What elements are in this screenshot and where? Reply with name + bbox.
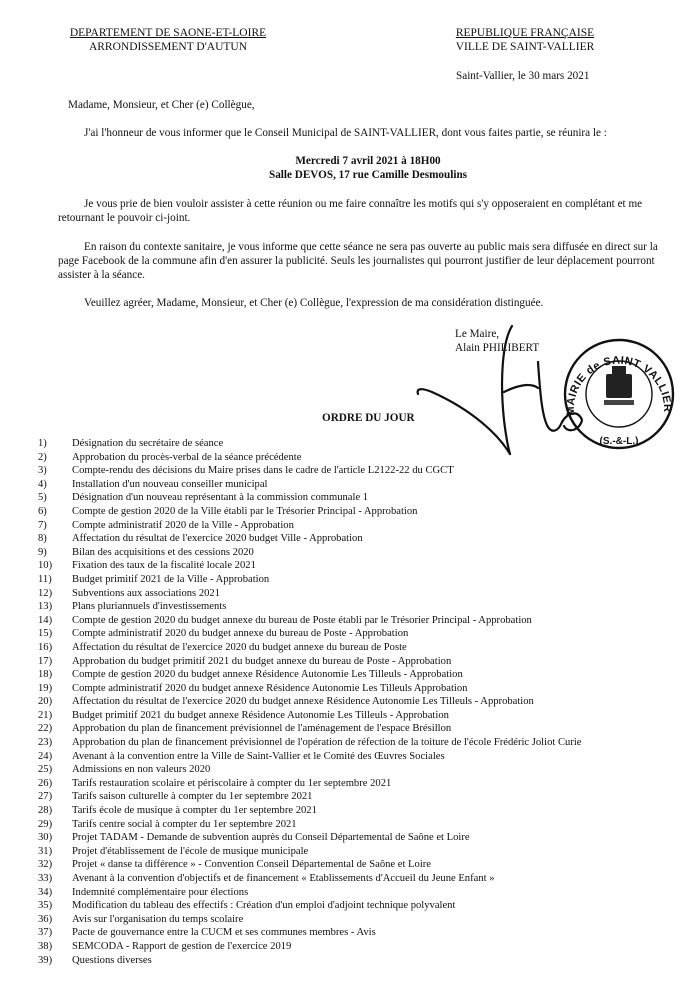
agenda-item-number: 35) <box>38 900 53 912</box>
attendance-paragraph: Je vous prie de bien vouloir assister à cette réunion ou me faire connaître les motifs qui s'y opposeraient en complétant et me retournant le pouvoir ci-joint. <box>58 198 643 224</box>
agenda-item-number: 26) <box>38 777 53 789</box>
agenda-item-number: 6) <box>38 505 47 517</box>
agenda-item <box>38 546 678 560</box>
agenda-item-number: 36) <box>38 913 53 925</box>
intro-paragraph: J'ai l'honneur de vous informer que le Conseil Municipal de SAINT-VALLIER, dont vous faites partie, se réunira le : <box>84 127 607 139</box>
department-heading: DEPARTEMENT DE SAONE-ET-LOIRE <box>69 27 267 39</box>
agenda-item-number: 13) <box>38 601 53 613</box>
agenda-item-text: Tarifs école de musique à compter du 1er septembre 2021 <box>72 805 317 817</box>
agenda-item-text: Désignation du secrétaire de séance <box>72 438 224 449</box>
agenda-item <box>38 940 678 954</box>
agenda-item-text: Installation d'un nouveau conseiller municipal <box>72 478 268 490</box>
agenda-item <box>38 491 678 505</box>
agenda-item <box>38 668 678 682</box>
agenda-item-number: 16) <box>38 641 53 653</box>
agenda-item <box>38 954 678 968</box>
agenda-item-text: Projet TADAM - Demande de subvention auprès du Conseil Départemental de Saône et Loire <box>72 832 470 844</box>
agenda-item-number: 7) <box>38 519 47 531</box>
agenda-item-number: 17) <box>38 655 53 667</box>
agenda-item-text: Budget primitif 2021 de la Ville - Approbation <box>72 573 270 585</box>
town-heading: VILLE DE SAINT-VALLIER <box>455 41 595 53</box>
agenda-item-text: Admissions en non valeurs 2020 <box>72 764 211 776</box>
agenda-item-text: SEMCODA - Rapport de gestion de l'exercice 2019 <box>72 940 292 952</box>
agenda-item-text: Tarifs saison culturelle à compter du 1er septembre 2021 <box>72 791 313 803</box>
agenda-item-text: Compte administratif 2020 de la Ville - Approbation <box>72 519 294 531</box>
agenda-item-text: Tarifs centre social à compter du 1er septembre 2021 <box>72 818 297 830</box>
agenda-item <box>38 587 678 601</box>
agenda-item <box>38 913 678 927</box>
agenda-item <box>38 559 678 573</box>
agenda-item <box>38 818 678 832</box>
agenda-item-number: 21) <box>38 709 53 721</box>
agenda-item <box>38 478 678 492</box>
agenda-item-text: Subventions aux associations 2021 <box>72 587 221 599</box>
agenda-item-text: Plans pluriannuels d'investissements <box>72 601 227 613</box>
agenda-item <box>38 831 678 845</box>
agenda-item-number: 29) <box>38 818 53 830</box>
meeting-date: Mercredi 7 avril 2021 à 18H00 <box>295 155 441 167</box>
arrondissement-heading: ARRONDISSEMENT D'AUTUN <box>88 41 248 53</box>
agenda-item-text: Avenant à la convention d'objectifs et de financement « Etablissements d'Accueil du Jeune Enfant » <box>72 873 495 884</box>
agenda-item-number: 33) <box>38 873 53 884</box>
agenda-item-text: Pacte de gouvernance entre la CUCM et ses communes membres - Avis <box>72 927 376 939</box>
agenda-item <box>38 600 678 614</box>
agenda-item <box>38 464 678 478</box>
mayor-name: Alain PHILIBERT <box>455 342 540 354</box>
agenda-item <box>38 777 678 791</box>
agenda-item-text: Approbation du procès-verbal de la séance précédente <box>72 451 302 463</box>
agenda-item-text: Affectation du résultat de l'exercice 2020 du budget annexe Résidence Autonomie Les Tilleuls - Approbation <box>72 696 534 708</box>
agenda-item-number: 22) <box>38 723 53 735</box>
agenda-item-number: 5) <box>38 492 47 504</box>
agenda-item-text: Compte de gestion 2020 du budget annexe Résidence Autonomie Les Tilleuls - Approbation <box>72 669 463 681</box>
agenda-item-number: 38) <box>38 940 53 952</box>
agenda-item <box>38 845 678 859</box>
agenda-item-text: Approbation du plan de financement prévisionnel de l'opération de réfection de la toiture de l'école Frédéric Joliot Curie <box>72 737 582 749</box>
agenda-item <box>38 437 678 451</box>
agenda-list <box>38 437 678 967</box>
agenda-item <box>38 886 678 900</box>
agenda-item-text: Affectation du résultat de l'exercice 2020 du budget annexe du bureau de Poste <box>72 641 407 653</box>
agenda-item-number: 31) <box>38 845 53 857</box>
agenda-item <box>38 872 678 886</box>
agenda-item-number: 20) <box>38 696 53 708</box>
agenda-item-number: 27) <box>38 791 53 803</box>
agenda-item-number: 18) <box>38 669 53 681</box>
closing-formula: Veuillez agréer, Madame, Monsieur, et Cher (e) Collègue, l'expression de ma considération distinguée. <box>84 297 544 309</box>
agenda-item <box>38 790 678 804</box>
republic-heading: REPUBLIQUE FRANÇAISE <box>455 27 595 39</box>
agenda-item-number: 1) <box>38 438 47 449</box>
agenda-item-number: 28) <box>38 805 53 817</box>
agenda-item <box>38 519 678 533</box>
agenda-item-number: 15) <box>38 628 53 640</box>
agenda-item <box>38 709 678 723</box>
stamp-ring-text: MAIRIE de SAINT VALLIER <box>564 354 674 416</box>
agenda-item-text: Compte de gestion 2020 du budget annexe du bureau de Poste établi par le Trésorier Principal - Approbation <box>72 614 532 626</box>
agenda-item-text: Avenant à la convention entre la Ville de Saint-Vallier et le Comité des Œuvres Sociales <box>72 750 445 762</box>
agenda-item-number: 39) <box>38 954 53 966</box>
agenda-item-number: 30) <box>38 832 53 844</box>
salutation: Madame, Monsieur, et Cher (e) Collègue, <box>68 99 255 111</box>
meeting-place: Salle DEVOS, 17 rue Camille Desmoulins <box>268 169 468 181</box>
agenda-item-text: Compte administratif 2020 du budget annexe du bureau de Poste - Approbation <box>72 628 409 640</box>
agenda-item-number: 2) <box>38 451 47 463</box>
agenda-item <box>38 505 678 519</box>
agenda-item-number: 25) <box>38 764 53 776</box>
agenda-item <box>38 804 678 818</box>
agenda-item-text: Projet d'établissement de l'école de musique municipale <box>72 845 309 857</box>
agenda-item-text: Indemnité complémentaire pour élections <box>72 886 249 898</box>
agenda-item <box>38 722 678 736</box>
agenda-item-text: Compte-rendu des décisions du Maire prises dans le cadre de l'article L2122-22 du CGCT <box>72 465 454 477</box>
agenda-item-text: Affectation du résultat de l'exercice 2020 budget Ville - Approbation <box>72 533 363 545</box>
mayor-title: Le Maire, <box>455 328 500 340</box>
agenda-item-text: Approbation du budget primitif 2021 du budget annexe du bureau de Poste - Approbation <box>72 655 452 667</box>
agenda-item-number: 34) <box>38 886 53 898</box>
agenda-item <box>38 926 678 940</box>
agenda-item <box>38 641 678 655</box>
agenda-item-number: 3) <box>38 465 47 477</box>
agenda-item <box>38 736 678 750</box>
agenda-item-text: Modification du tableau des effectifs : Création d'un emploi d'adjoint technique polyvalent <box>72 900 456 912</box>
agenda-item-number: 10) <box>38 560 53 572</box>
agenda-item-number: 37) <box>38 927 53 939</box>
agenda-item-text: Compte de gestion 2020 de la Ville établi par le Trésorier Principal - Approbation <box>72 505 418 517</box>
agenda-item <box>38 750 678 764</box>
agenda-item <box>38 614 678 628</box>
agenda-item-text: Compte administratif 2020 du budget annexe Résidence Autonomie Les Tilleuls Approbation <box>72 682 468 694</box>
agenda-item <box>38 695 678 709</box>
agenda-item-number: 8) <box>38 533 47 545</box>
agenda-item <box>38 627 678 641</box>
stamp-bottom-text: (S.-&-L.) <box>599 436 639 447</box>
agenda-item-text: Avis sur l'organisation du temps scolaire <box>72 913 244 925</box>
agenda-item-number: 24) <box>38 750 53 762</box>
agenda-item <box>38 899 678 913</box>
agenda-item-number: 4) <box>38 478 47 490</box>
agenda-item-number: 19) <box>38 682 53 694</box>
agenda-item <box>38 763 678 777</box>
agenda-item <box>38 655 678 669</box>
agenda-item-text: Questions diverses <box>72 954 152 966</box>
letter-date: Saint-Vallier, le 30 mars 2021 <box>456 70 590 82</box>
agenda-item-text: Projet « danse ta différence » - Convention Conseil Départemental de Saône et Loire <box>72 859 431 871</box>
agenda-item-text: Bilan des acquisitions et des cessions 2020 <box>72 546 254 558</box>
svg-text:MAIRIE de SAINT VALLIER <box>565 355 673 416</box>
agenda-item-text: Fixation des taux de la fiscalité locale 2021 <box>72 560 256 572</box>
agenda-item <box>38 573 678 587</box>
agenda-item-number: 11) <box>38 573 52 585</box>
agenda-item-number: 32) <box>38 859 53 871</box>
agenda-item-text: Désignation d'un nouveau représentant à la commission communale 1 <box>72 492 369 504</box>
agenda-item <box>38 682 678 696</box>
agenda-title: ORDRE DU JOUR <box>322 412 415 424</box>
agenda-item <box>38 451 678 465</box>
agenda-item-number: 14) <box>38 614 53 626</box>
agenda-item-text: Budget primitif 2021 du budget annexe Résidence Autonomie Les Tilleuls - Approbation <box>72 709 449 721</box>
agenda-item-number: 12) <box>38 587 53 599</box>
sanitary-paragraph: En raison du contexte sanitaire, je vous informe que cette séance ne sera pas ouverte au public mais sera diffusée en direct sur la page Facebook de la commune afin d'en assurer la publicité. Seuls les journalistes qui pourront justifier de leur déplacement pourront assister à la séance. <box>58 241 658 281</box>
agenda-item <box>38 858 678 872</box>
agenda-item <box>38 532 678 546</box>
agenda-item-text: Tarifs restauration scolaire et périscolaire à compter du 1er septembre 2021 <box>72 777 392 789</box>
agenda-item-number: 23) <box>38 737 53 749</box>
agenda-item-number: 9) <box>38 546 47 558</box>
agenda-item-text: Approbation du plan de financement prévisionnel de l'aménagement de l'espace Brésillon <box>72 723 452 735</box>
